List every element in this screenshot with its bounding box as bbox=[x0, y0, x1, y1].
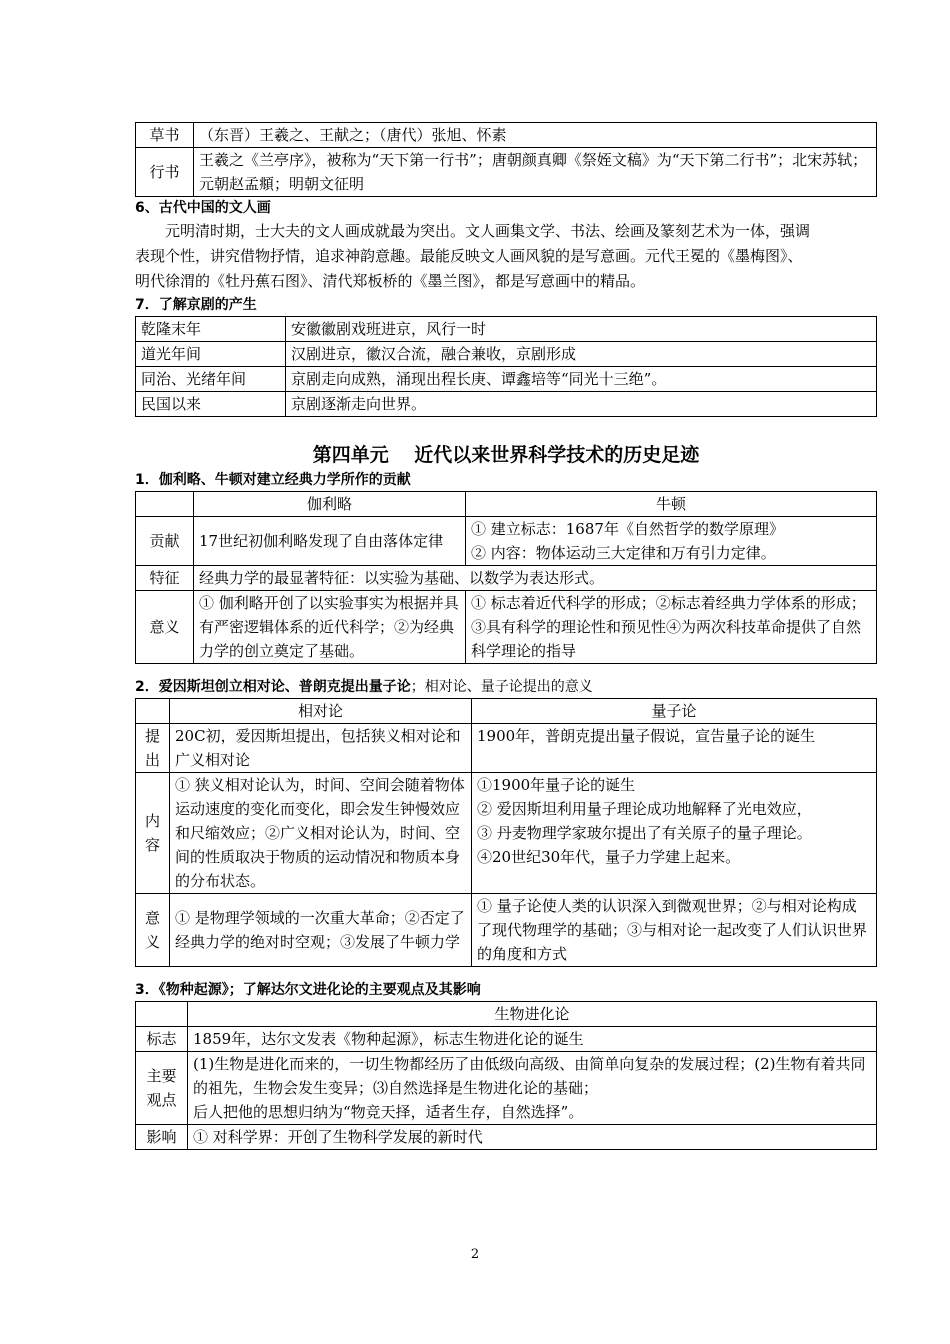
content-cell bbox=[188, 1052, 877, 1125]
style-cell: 草书 bbox=[136, 123, 194, 148]
galileo-cell: ① 伽利略开创了以实验事实为根据并具有严密逻辑体系的近代科学；②为经典力学的创立奠定了基础。 bbox=[194, 591, 466, 664]
newton-cell: ① 标志着近代科学的形成；②标志着经典力学体系的形成；③具有科学的理论性和预见性④为两次科技革命提供了自然科学理论的指导 bbox=[466, 591, 877, 664]
table-row bbox=[136, 342, 877, 367]
section-heading: 7．了解京剧的产生 bbox=[135, 297, 257, 313]
column-header: 相对论 bbox=[170, 699, 472, 724]
row-label: 影响 bbox=[136, 1125, 188, 1150]
table-row bbox=[136, 894, 877, 967]
column-header: 伽利略 bbox=[194, 492, 466, 517]
table-row bbox=[136, 1125, 877, 1150]
row-label: 贡献 bbox=[136, 517, 194, 566]
table-row bbox=[136, 566, 877, 591]
quantum-cell bbox=[472, 773, 877, 894]
event-cell: 汉剧进京，徽汉合流，融合兼收，京剧形成 bbox=[286, 342, 877, 367]
table-row bbox=[136, 773, 877, 894]
section-heading: 6、古代中国的文人画 bbox=[135, 200, 271, 216]
table-header-row bbox=[136, 1002, 877, 1027]
evolution-table bbox=[135, 1001, 877, 1150]
period-cell: 乾隆末年 bbox=[136, 317, 286, 342]
quantum-line: ③ 丹麦物理学家玻尔提出了有关原子的量子理论。 bbox=[477, 824, 812, 842]
feature-cell: 经典力学的最显著特征：以实验为基础、以数学为表达形式。 bbox=[194, 566, 877, 591]
content-cell: ① 对科学界：开创了生物科学发展的新时代 bbox=[188, 1125, 877, 1150]
paragraph: 元明清时期，士大夫的文人画成就最为突出。文人画集文学、书法、绘画及篆刻艺术为一体，强调表现个性，讲究借物抒情，追求神韵意趣。最能反映文人画风貌的是写意画。元代王冕的《墨梅图》、明代徐渭的《牡丹蕉石图》、清代郑板桥的《墨兰图》，都是写意画中的精品。 bbox=[135, 222, 811, 290]
table-row bbox=[136, 1052, 877, 1125]
column-header: 牛顿 bbox=[466, 492, 877, 517]
calligraphy-table bbox=[135, 122, 877, 197]
heading-bold: 2．爱因斯坦创立相对论、普朗克提出量子论 bbox=[135, 679, 411, 695]
section-heading: 3．《物种起源》；了解达尔文进化论的主要观点及其影响 bbox=[135, 982, 481, 998]
quantum-line: ② 爱因斯坦利用量子理论成功地解释了光电效应， bbox=[477, 800, 812, 818]
event-cell: 京剧走向成熟，涌现出程长庚、谭鑫培等“同光十三绝”。 bbox=[286, 367, 877, 392]
content-cell: （东晋）王羲之、王献之；（唐代）张旭、怀素 bbox=[194, 123, 877, 148]
period-cell: 同治、光绪年间 bbox=[136, 367, 286, 392]
mechanics-table bbox=[135, 491, 877, 664]
table-header-row bbox=[136, 699, 877, 724]
column-header: 量子论 bbox=[472, 699, 877, 724]
table-row bbox=[136, 148, 877, 197]
relativity-cell: ① 是物理学领域的一次重大革命；②否定了经典力学的绝对时空观；③发展了牛顿力学 bbox=[170, 894, 472, 967]
section-heading bbox=[135, 676, 877, 698]
relativity-cell: ① 狭义相对论认为，时间、空间会随着物体运动速度的变化而变化，即会发生钟慢效应和尺缩效应；②广义相对论认为，时间、空间的性质取决于物质的运动情况和物质本身的分布状态。 bbox=[170, 773, 472, 894]
period-cell: 民国以来 bbox=[136, 392, 286, 417]
row-label: 特征 bbox=[136, 566, 194, 591]
unit-title: 第四单元 近代以来世界科学技术的历史足迹 bbox=[312, 444, 700, 466]
style-cell: 行书 bbox=[136, 148, 194, 197]
table-header-row bbox=[136, 492, 877, 517]
row-label: 意义 bbox=[136, 591, 194, 664]
peking-opera-table bbox=[135, 316, 877, 417]
table-row bbox=[136, 392, 877, 417]
quantum-cell: ① 量子论使人类的认识深入到微观世界；②与相对论构成了现代物理学的基础；③与相对论一起改变了人们认识世界的角度和方式 bbox=[472, 894, 877, 967]
event-cell: 京剧逐渐走向世界。 bbox=[286, 392, 877, 417]
content-cell: 王羲之《兰亭序》，被称为“天下第一行书”；唐朝颜真卿《祭姪文稿》为“天下第二行书”；北宋苏轼；元朝赵孟頫；明朝文征明 bbox=[194, 148, 877, 197]
table-row bbox=[136, 317, 877, 342]
heading-rest: ；相对论、量子论提出的意义 bbox=[410, 679, 593, 695]
row-label: 意义 bbox=[136, 894, 170, 967]
row-label: 内容 bbox=[136, 773, 170, 894]
row-label: 提出 bbox=[136, 724, 170, 773]
quantum-line: ①1900年量子论的诞生 bbox=[477, 776, 636, 794]
newton-cell bbox=[466, 517, 877, 566]
document-page bbox=[135, 122, 877, 1150]
physics-table bbox=[135, 698, 877, 967]
row-label: 标志 bbox=[136, 1027, 188, 1052]
row-label: 主要观点 bbox=[136, 1052, 188, 1125]
content-line: (1)生物是进化而来的，一切生物都经历了由低级向高级、由简单向复杂的发展过程；(2)生物有着共同的祖先，生物会发生变异；⑶自然选择是生物进化论的基础； bbox=[193, 1055, 866, 1097]
table-row bbox=[136, 517, 877, 566]
newton-line: ① 建立标志：1687年《自然哲学的数学原理》 bbox=[471, 520, 784, 538]
page-number: 2 bbox=[470, 1247, 480, 1262]
relativity-cell: 20C初，爱因斯坦提出，包括狭义相对论和广义相对论 bbox=[170, 724, 472, 773]
table-row bbox=[136, 367, 877, 392]
newton-line: ② 内容：物体运动三大定律和万有引力定律。 bbox=[471, 544, 776, 562]
event-cell: 安徽徽剧戏班进京，风行一时 bbox=[286, 317, 877, 342]
galileo-cell: 17世纪初伽利略发现了自由落体定律 bbox=[194, 517, 466, 566]
table-row bbox=[136, 724, 877, 773]
table-row bbox=[136, 591, 877, 664]
quantum-line: ④20世纪30年代，量子力学建上起来。 bbox=[477, 848, 741, 866]
content-cell: 1859年，达尔文发表《物种起源》，标志生物进化论的诞生 bbox=[188, 1027, 877, 1052]
quantum-cell: 1900年，普朗克提出量子假说，宣告量子论的诞生 bbox=[472, 724, 877, 773]
section-heading: 1．伽利略、牛顿对建立经典力学所作的贡献 bbox=[135, 472, 411, 488]
table-row bbox=[136, 123, 877, 148]
period-cell: 道光年间 bbox=[136, 342, 286, 367]
table-row bbox=[136, 1027, 877, 1052]
content-line: 后人把他的思想归纳为“物竞天择，适者生存，自然选择”。 bbox=[193, 1103, 584, 1121]
column-header: 生物进化论 bbox=[188, 1002, 877, 1027]
